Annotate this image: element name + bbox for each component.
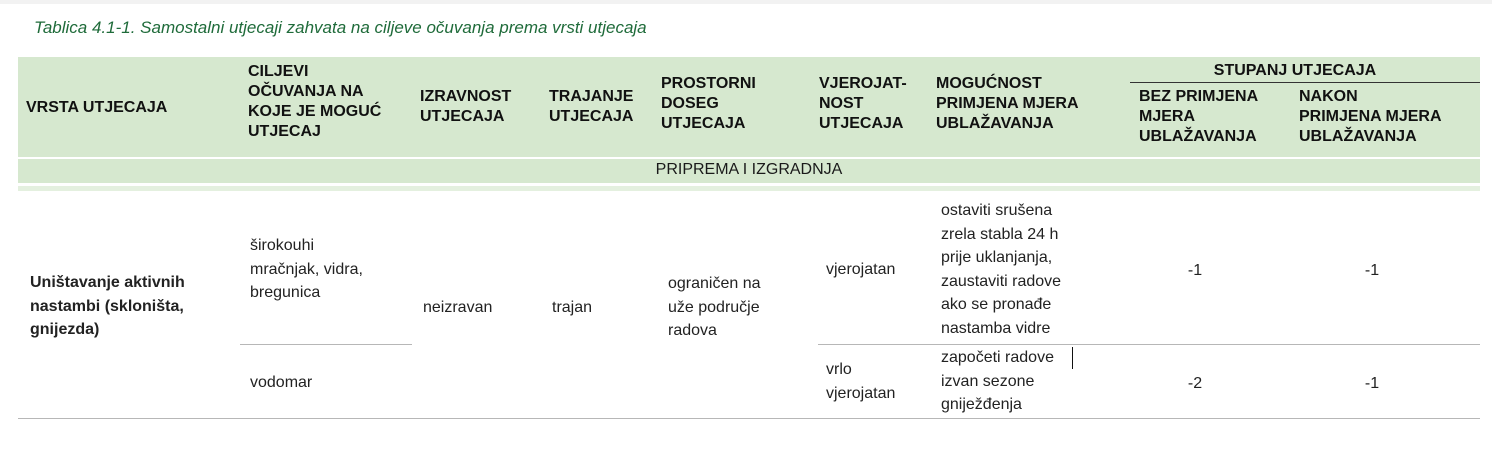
header-vjerojatnost: VJEROJAT- NOST UTJECAJA (819, 75, 907, 132)
mjere-cell-2: započeti radove izvan sezone gniježđenja (941, 349, 1054, 413)
trajanje-cell: trajan (552, 299, 593, 316)
vrsta-utjecaja-cell: Uništavanje aktivnih nastambi (skloništa, gnijezda) (30, 274, 185, 338)
bez-cell-1: -1 (1187, 262, 1203, 279)
header-bez: BEZ PRIMJENA MJERA UBLAŽAVANJA (1139, 88, 1259, 145)
vjerojatnost-cell-1: vjerojatan (826, 261, 896, 278)
header-izravnost: IZRAVNOST UTJECAJA (420, 88, 512, 125)
row-divider-ciljevi (240, 344, 412, 345)
row-divider-right (818, 344, 1480, 345)
bez-cell-2: -2 (1187, 375, 1203, 392)
header-mjere: MOGUĆNOST PRIMJENA MJERA UBLAŽAVANJA (936, 75, 1079, 132)
ciljevi-cell-2: vodomar (250, 374, 313, 391)
header-stupanj: STUPANJ UTJECAJA (1213, 62, 1377, 79)
nakon-cell-2: -1 (1364, 375, 1380, 392)
header-nakon: NAKON PRIMJENA MJERA UBLAŽAVANJA (1299, 88, 1442, 145)
table-caption: Tablica 4.1-1. Samostalni utjecaji zahvata na ciljeve očuvanja prema vrsti utjecaja (34, 18, 647, 37)
header-stupanj-divider (1130, 82, 1480, 83)
doseg-cell: ograničen na uže područje radova (668, 275, 761, 339)
header-vrsta: VRSTA UTJECAJA (26, 99, 168, 116)
header-trajanje: TRAJANJE UTJECAJA (549, 88, 634, 125)
ciljevi-cell-1: širokouhi mračnjak, vidra, bregunica (250, 237, 363, 301)
section-label: PRIPREMA I IZGRADNJA (655, 161, 843, 178)
izravnost-cell: neizravan (423, 299, 493, 316)
table-bottom-border (18, 418, 1480, 419)
vjerojatnost-cell-2: vrlo vjerojatan (826, 361, 896, 402)
top-border (0, 0, 1492, 4)
section-underband (18, 186, 1480, 191)
mjere-cell-1: ostaviti srušena zrela stabla 24 h prije uklanjanja, zaustaviti radove ako se pronađe nastamba vidre (941, 202, 1062, 337)
header-doseg: PROSTORNI DOSEG UTJECAJA (661, 75, 756, 132)
nakon-cell-1: -1 (1364, 262, 1380, 279)
header-ciljevi: CILJEVI OČUVANJA NA KOJE JE MOGUĆ UTJECAJ (248, 63, 382, 140)
text-cursor (1072, 347, 1073, 369)
